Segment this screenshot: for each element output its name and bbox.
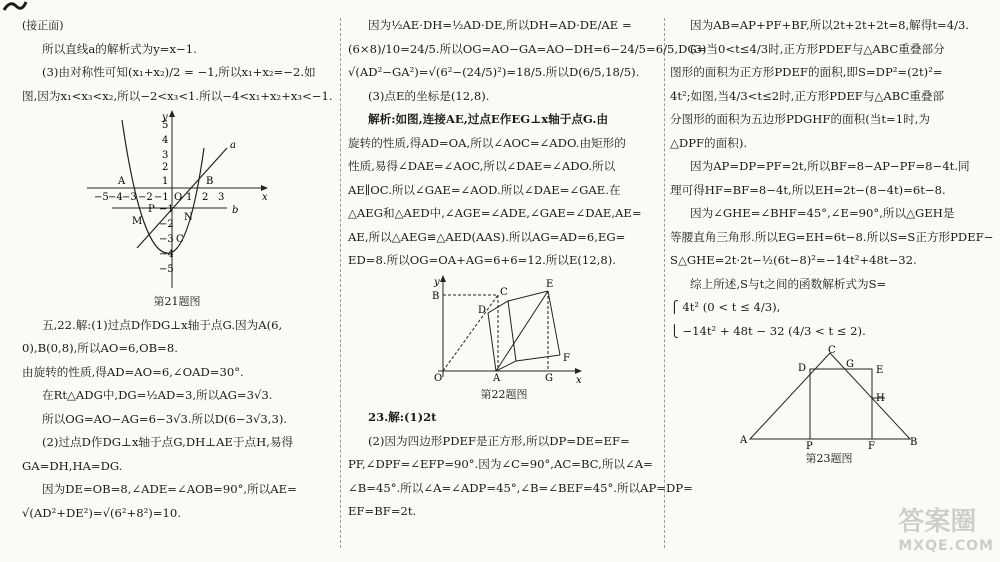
label-F: F (868, 441, 875, 451)
label-B: B (432, 290, 440, 302)
label-F: F (563, 352, 570, 364)
text-line: 因为AP=DP=PF=2t,所以BF=8−AP−PF=8−4t.同 (690, 159, 970, 173)
x-tick: −5 (94, 192, 109, 203)
text-line: AE,所以△AEG≌△AED(AAS).所以AG=AD=6,EG= (348, 229, 626, 244)
label-D: D (478, 304, 487, 316)
y-tick: −1 (159, 204, 174, 215)
text-line: GA=DH,HA=DG. (22, 458, 123, 473)
text-line: 因为DE=OB=8,∠ADE=∠AOB=90°,所以AE= (42, 482, 297, 496)
label-B: B (910, 437, 918, 448)
y-tick: −2 (159, 219, 174, 230)
text-line: 分图形的面积为五边形PDGHF的面积(当t=1时,为 (670, 112, 930, 126)
text-line: (3)当0<t≤4/3时,正方形PDEF与△ABC重叠部分 (690, 41, 945, 56)
y-tick: 3 (162, 150, 169, 161)
figure-caption: 第22题图 (480, 387, 528, 401)
text-line: ED=8.所以OG=OA+AG=6+6=12.所以E(12,8). (348, 253, 616, 267)
text-line: (2)过点D作DG⊥x轴于点G,DH⊥AE于点H,易得 (42, 435, 294, 449)
label-b: b (232, 205, 239, 216)
label-E: E (546, 278, 554, 290)
y-tick: −5 (159, 264, 174, 275)
text-line: 在Rt△ADG中,DG=½AD=3,所以AG=3√3. (42, 388, 273, 402)
text-line: 图形的面积为正方形PDEF的面积,即S=DP²=(2t)²= (670, 65, 943, 79)
text-line: 综上所述,S与t之间的函数解析式为S= (690, 276, 887, 291)
figure-21 (22, 108, 322, 294)
text-line: △AEG和△AED中,∠AGE=∠ADE,∠GAE=∠DAE,AE= (348, 206, 642, 220)
text-line: 图,因为x₁<x₃<x₂,所以−2<x₃<1.所以−4<x₁+x₂+x₃<−1. (22, 88, 333, 103)
text-line: 由旋转的性质,得AD=AO=6,∠OAD=30°. (22, 364, 244, 379)
text-line: 理可得HF=BF=8−4t,所以EH=2t−(8−4t)=6t−8. (670, 182, 946, 197)
x-tick: 2 (202, 192, 209, 203)
axis-label-x: x (576, 374, 582, 385)
column-2 (348, 0, 707, 562)
watermark-url: MXQE.COM (898, 538, 994, 554)
text-line: (3)由对称性可知(x₁+x₂)/2 = −1,所以x₁+x₂=−2.如 (42, 65, 316, 79)
label-C: C (500, 286, 508, 298)
text-line: EF=BF=2t. (348, 504, 417, 518)
text-line: 解析:如图,连接AE,过点E作EG⊥x轴于点G.由 (368, 112, 609, 126)
label-M: M (132, 216, 143, 227)
text-line: 因为∠GHE=∠BHF=45°,∠E=90°,所以△GEH是 (690, 206, 955, 220)
text-line: 因为AB=AP+PF+BF,所以2t+2t+2t=8,解得t=4/3. (690, 18, 970, 32)
y-tick: 4 (162, 135, 169, 146)
column-1 (22, 0, 332, 562)
label-P: P (148, 204, 155, 215)
text-line: S△GHE=2t·2t−½(6t−8)²=−14t²+48t−32. (670, 253, 917, 267)
text-line: ∠B=45°.所以∠A=∠ADP=45°,∠B=∠BEF=45°.所以AP=DP= (348, 480, 693, 495)
label-B: B (206, 176, 214, 187)
text-line: 因为½AE·DH=½AD·DE,所以DH=AD·DE/AE = (368, 18, 632, 32)
axis-label-y: y (162, 112, 168, 123)
text-line: ⎧ 4t² (0 < t ≤ 4/3), (670, 300, 781, 314)
x-tick: −1 (154, 192, 169, 203)
text-line: 所以直线a的解析式为y=x−1. (42, 41, 197, 56)
y-tick: 5 (162, 120, 169, 131)
label-P: P (806, 441, 813, 451)
figure-caption: 第21题图 (153, 295, 201, 308)
text-line: 所以OG=AO−AG=6−3√3.所以D(6−3√3,3). (42, 411, 288, 426)
axis-label-y: y (434, 276, 440, 288)
text-line: (3)点E的坐标是(12,8). (368, 88, 490, 103)
label-G: G (846, 359, 854, 370)
label-N: N (184, 212, 193, 223)
label-O: O (434, 372, 443, 384)
watermark (898, 501, 994, 554)
label-A: A (740, 435, 748, 446)
label-a: a (230, 140, 236, 151)
figure-22 (348, 273, 648, 385)
y-tick: 2 (162, 162, 169, 173)
label-O: O (174, 192, 183, 203)
label-H: H (876, 393, 885, 404)
text-line: PF,∠DPF=∠EFP=90°.因为∠C=90°,AC=BC,所以∠A= (348, 457, 653, 471)
column-divider (664, 18, 665, 548)
y-tick: −4 (159, 249, 174, 260)
x-tick: −2 (138, 192, 153, 203)
y-tick: −3 (159, 234, 174, 245)
watermark-logo-text: 答案圈 (898, 507, 977, 537)
text-line: 性质,易得∠DAE=∠AOC,所以∠DAE=∠ADO.所以 (348, 159, 616, 173)
label-D: D (798, 363, 807, 374)
text-line: (6×8)/10=24/5.所以OG=AO−GA=AO−DH=6−24/5=6/5,DG= (348, 41, 707, 56)
column-3 (670, 0, 994, 562)
text-line: 旋转的性质,得AD=OA,所以∠AOC=∠ADO.由矩形的 (348, 135, 626, 150)
axis-label-x: x (262, 192, 268, 203)
text-line: AE∥OC.所以∠GAE=∠AOD.所以∠DAE=∠GAE.在 (348, 182, 621, 197)
text-line: 等腰直角三角形.所以EG=EH=6t−8.所以S=S正方形PDEF− (670, 229, 994, 244)
text-line: 五,22.解:(1)过点D作DG⊥x轴于点G.因为A(6, (42, 317, 283, 332)
label-G: G (545, 372, 553, 384)
x-tick: −3 (122, 192, 137, 203)
column-divider (340, 18, 341, 548)
y-tick: 1 (162, 176, 169, 187)
label-C: C (828, 345, 836, 356)
label-A: A (118, 176, 126, 187)
x-tick: 3 (218, 192, 225, 203)
x-tick: 1 (186, 192, 193, 203)
label-A: A (493, 372, 501, 384)
text-line: √(AD²−GA²)=√(6²−(24/5)²)=18/5.所以D(6/5,18/5). (348, 65, 640, 79)
figure-23 (670, 343, 970, 451)
header-label: (接正面) (22, 19, 64, 32)
text-line: 0),B(0,8),所以AO=6,OB=8. (22, 341, 178, 355)
label-C: C (176, 234, 184, 245)
text-line: √(AD²+DE²)=√(6²+8²)=10. (22, 505, 181, 520)
text-line: (2)因为四边形PDEF是正方形,所以DP=DE=EF= (368, 433, 630, 448)
text-line: △DPF的面积). (670, 135, 748, 150)
label-E: E (876, 365, 884, 376)
text-line: ⎩ −14t² + 48t − 32 (4/3 < t ≤ 2). (670, 323, 866, 338)
figure-caption: 第23题图 (805, 452, 853, 465)
text-line: 23.解:(1)2t (368, 410, 437, 424)
x-tick: −4 (108, 192, 123, 203)
text-line: 4t²;如图,当4/3<t≤2时,正方形PDEF与△ABC重叠部 (670, 88, 945, 103)
